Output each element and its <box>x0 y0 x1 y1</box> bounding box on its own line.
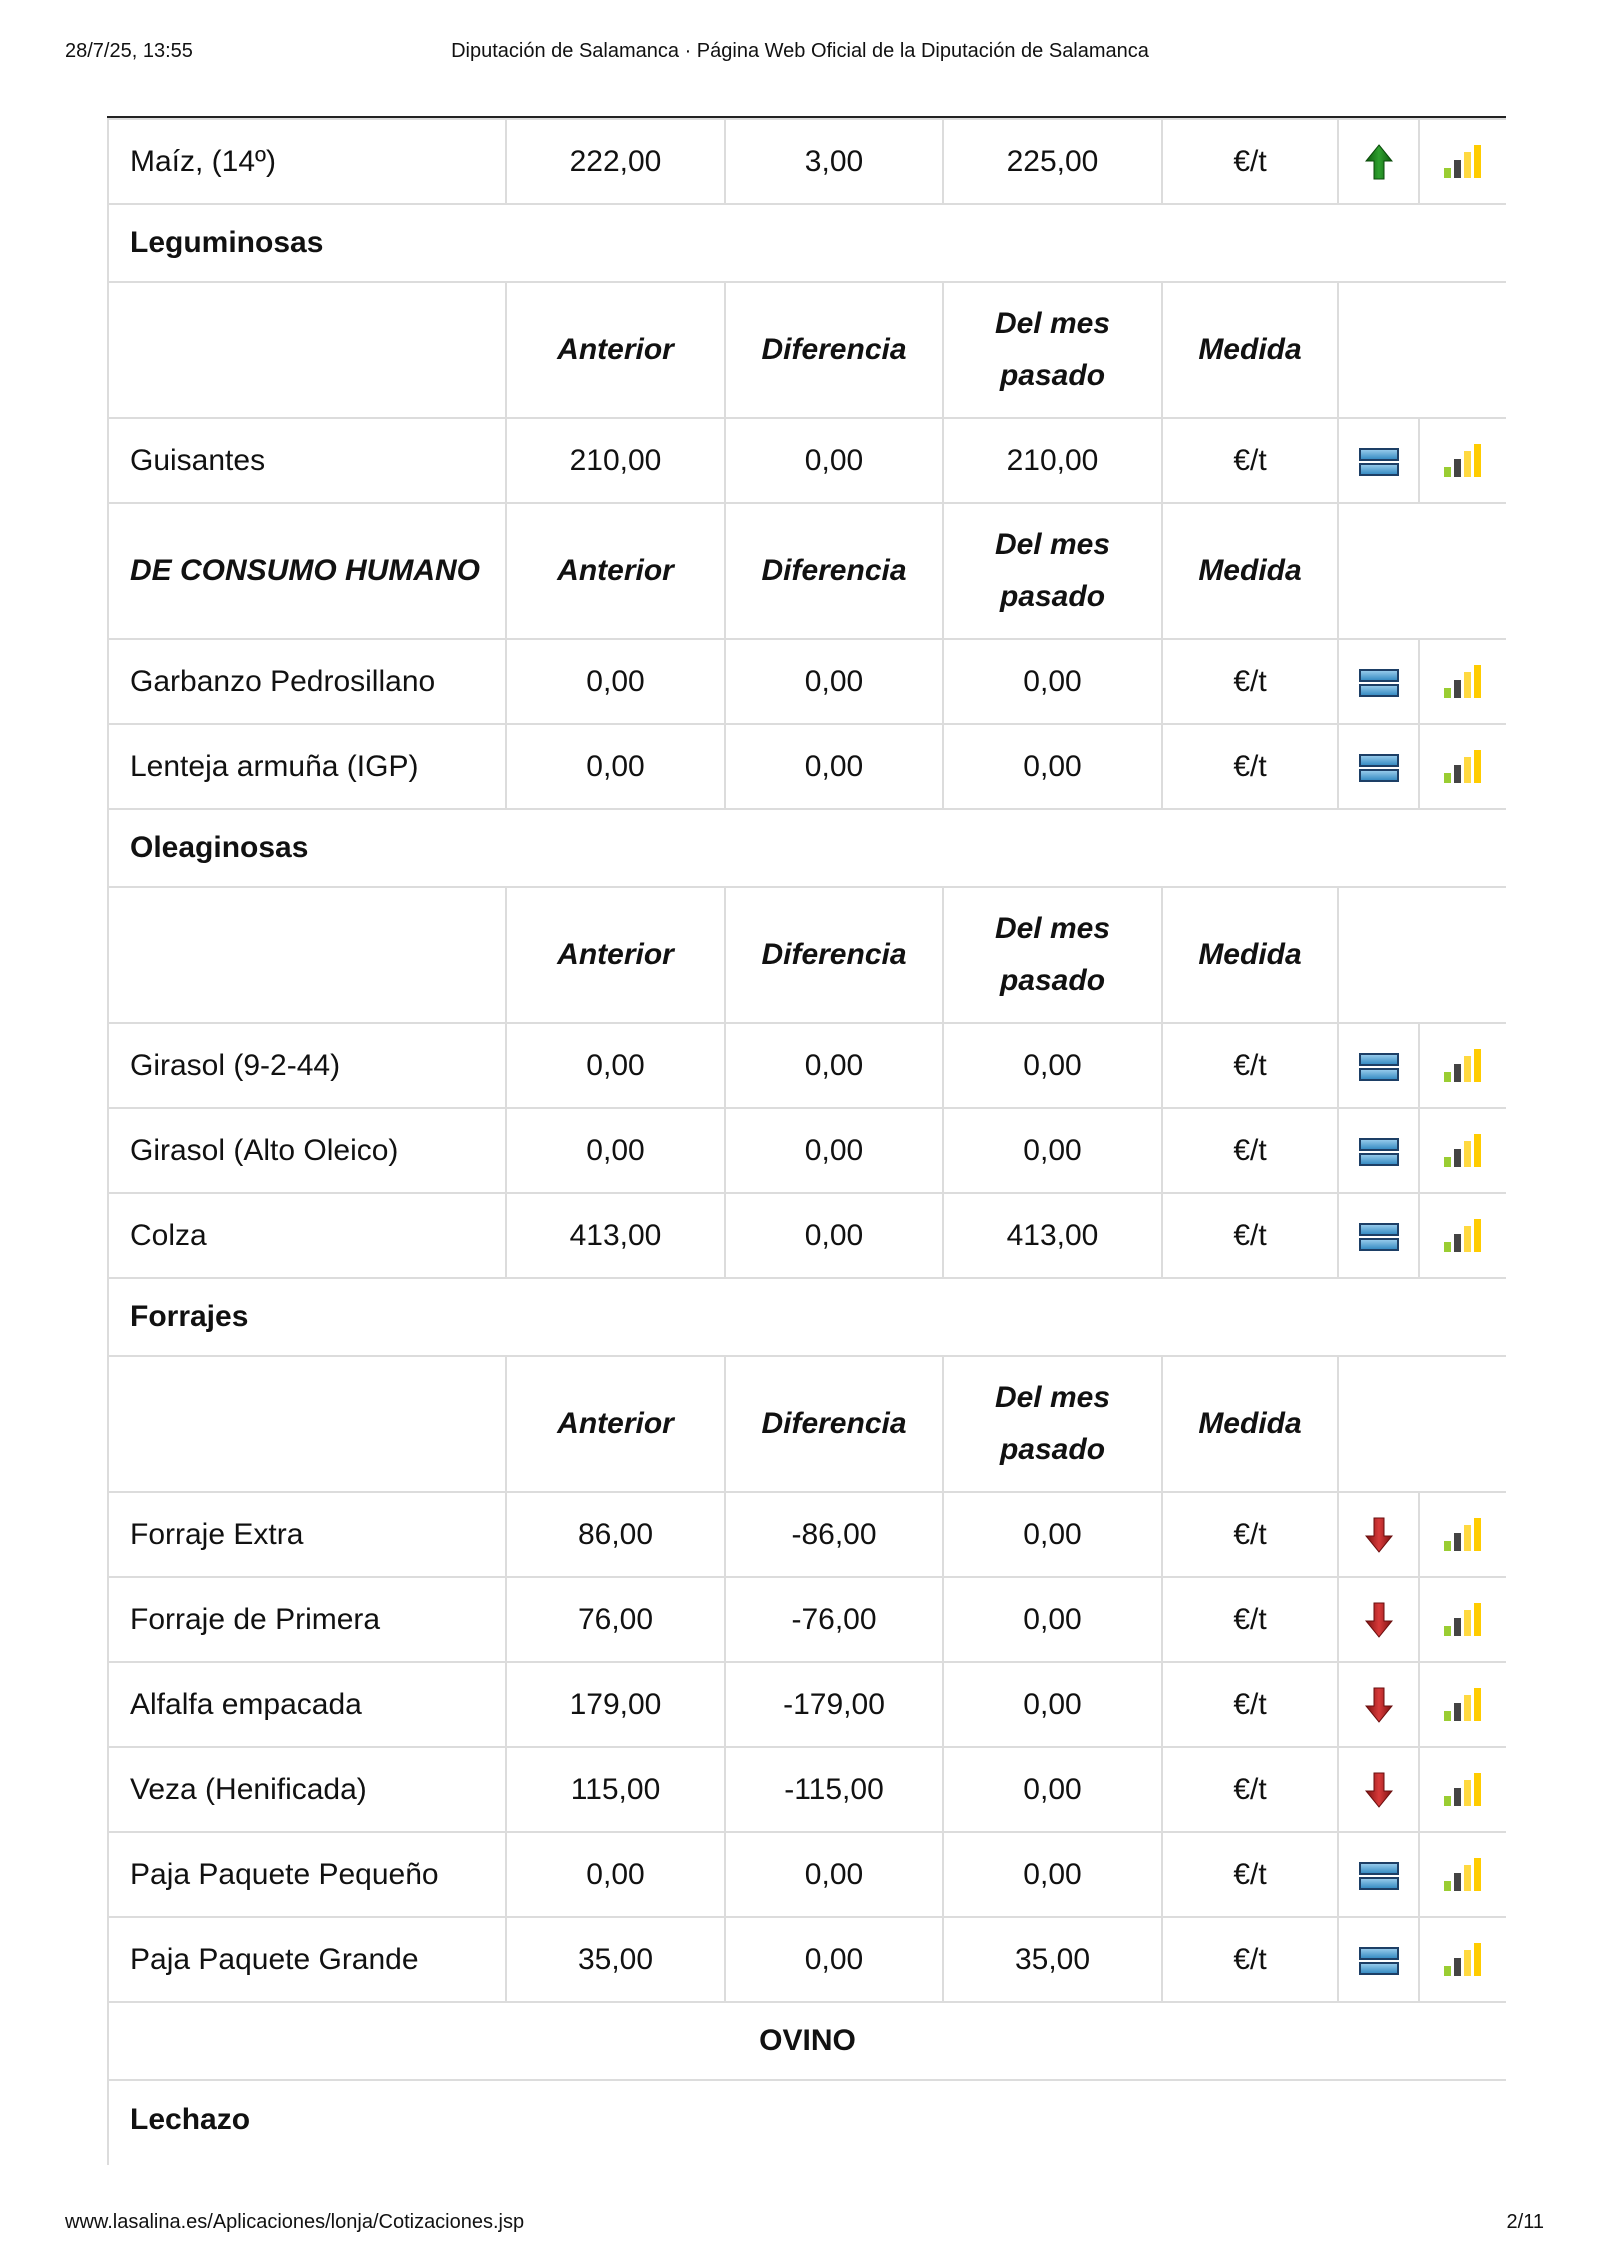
trend-cell <box>1338 119 1419 204</box>
chart-cell[interactable] <box>1419 724 1506 809</box>
table-row <box>108 418 1506 503</box>
mes-pasado-value: 0,00 <box>943 724 1162 809</box>
diferencia-value: -76,00 <box>725 1577 943 1662</box>
chart-cell[interactable] <box>1419 418 1506 503</box>
trend-cell <box>1338 1832 1419 1917</box>
col-mes-pasado: Del mes pasado <box>943 282 1162 418</box>
quotes-table-container <box>107 118 1506 2168</box>
empty-header-cell <box>1338 282 1506 418</box>
medida-value: €/t <box>1162 1492 1338 1577</box>
anterior-value: 35,00 <box>506 1917 725 2002</box>
col-anterior: Anterior <box>506 1356 725 1492</box>
section-row <box>108 204 1506 282</box>
anterior-value: 76,00 <box>506 1577 725 1662</box>
bar-chart-icon[interactable] <box>1442 442 1484 475</box>
chart-cell[interactable] <box>1419 119 1506 204</box>
section-title: Forrajes <box>108 1278 1506 1356</box>
chart-cell[interactable] <box>1419 639 1506 724</box>
medida-value: €/t <box>1162 418 1338 503</box>
medida-value: €/t <box>1162 1662 1338 1747</box>
table-row <box>108 1832 1506 1917</box>
equal-icon <box>1359 1943 1399 1976</box>
product-name: Paja Paquete Grande <box>108 1917 506 2002</box>
chart-cell[interactable] <box>1419 1662 1506 1747</box>
bar-chart-icon[interactable] <box>1442 1601 1484 1634</box>
anterior-value: 413,00 <box>506 1193 725 1278</box>
trend-cell <box>1338 724 1419 809</box>
bar-chart-icon[interactable] <box>1442 1132 1484 1165</box>
anterior-value: 0,00 <box>506 724 725 809</box>
section-title: Leguminosas <box>108 204 1506 282</box>
product-name: Colza <box>108 1193 506 1278</box>
diferencia-value: 0,00 <box>725 418 943 503</box>
table-row <box>108 724 1506 809</box>
medida-value: €/t <box>1162 1108 1338 1193</box>
product-name: Lenteja armuña (IGP) <box>108 724 506 809</box>
medida-value: €/t <box>1162 119 1338 204</box>
trend-cell <box>1338 1577 1419 1662</box>
col-diferencia: Diferencia <box>725 503 943 639</box>
medida-value: €/t <box>1162 1832 1338 1917</box>
arrow-down-icon <box>1365 1516 1393 1549</box>
table-row <box>108 1662 1506 1747</box>
arrow-down-icon <box>1365 1601 1393 1634</box>
table-row <box>108 1577 1506 1662</box>
arrow-down-icon <box>1365 1771 1393 1804</box>
col-mes-pasado: Del mes pasado <box>943 503 1162 639</box>
bar-chart-icon[interactable] <box>1442 1686 1484 1719</box>
empty-header-cell <box>1338 1356 1506 1492</box>
diferencia-value: 0,00 <box>725 639 943 724</box>
col-medida: Medida <box>1162 1356 1338 1492</box>
diferencia-value: -86,00 <box>725 1492 943 1577</box>
equal-icon <box>1359 1134 1399 1167</box>
mes-pasado-value: 225,00 <box>943 119 1162 204</box>
mes-pasado-value: 0,00 <box>943 1662 1162 1747</box>
chart-cell[interactable] <box>1419 1917 1506 2002</box>
chart-cell[interactable] <box>1419 1492 1506 1577</box>
bar-chart-icon[interactable] <box>1442 1771 1484 1804</box>
diferencia-value: 0,00 <box>725 1023 943 1108</box>
chart-cell[interactable] <box>1419 1832 1506 1917</box>
col-medida: Medida <box>1162 282 1338 418</box>
col-anterior: Anterior <box>506 887 725 1023</box>
section-row <box>108 809 1506 887</box>
table-row <box>108 1917 1506 2002</box>
anterior-value: 86,00 <box>506 1492 725 1577</box>
table-row <box>108 1492 1506 1577</box>
diferencia-value: 0,00 <box>725 1108 943 1193</box>
col-diferencia: Diferencia <box>725 887 943 1023</box>
chart-cell[interactable] <box>1419 1108 1506 1193</box>
page-number: 2/11 <box>1506 2211 1544 2233</box>
chart-cell[interactable] <box>1419 1577 1506 1662</box>
col-mes-pasado: Del mes pasado <box>943 887 1162 1023</box>
anterior-value: 210,00 <box>506 418 725 503</box>
col-anterior: Anterior <box>506 282 725 418</box>
product-name: Forraje de Primera <box>108 1577 506 1662</box>
product-name: Girasol (Alto Oleico) <box>108 1108 506 1193</box>
column-header-row <box>108 282 1506 418</box>
category-title: OVINO <box>108 2002 1506 2080</box>
chart-cell[interactable] <box>1419 1747 1506 1832</box>
subsection-title: DE CONSUMO HUMANO <box>108 503 506 639</box>
empty-header-cell <box>1338 503 1506 639</box>
mes-pasado-value: 0,00 <box>943 1108 1162 1193</box>
quotes-table <box>107 118 1506 2165</box>
equal-icon <box>1359 444 1399 477</box>
equal-icon <box>1359 1219 1399 1252</box>
mes-pasado-value: 35,00 <box>943 1917 1162 2002</box>
trend-cell <box>1338 1747 1419 1832</box>
mes-pasado-value: 0,00 <box>943 1747 1162 1832</box>
equal-icon <box>1359 665 1399 698</box>
trend-cell <box>1338 418 1419 503</box>
section-title: Lechazo <box>108 2080 1506 2165</box>
anterior-value: 0,00 <box>506 1832 725 1917</box>
equal-icon <box>1359 1858 1399 1891</box>
arrow-down-icon <box>1365 1686 1393 1719</box>
col-diferencia: Diferencia <box>725 282 943 418</box>
table-row <box>108 1108 1506 1193</box>
empty-header-cell <box>1338 887 1506 1023</box>
mes-pasado-value: 0,00 <box>943 1023 1162 1108</box>
diferencia-value: 0,00 <box>725 1193 943 1278</box>
bar-chart-icon[interactable] <box>1442 1941 1484 1974</box>
medida-value: €/t <box>1162 1023 1338 1108</box>
equal-icon <box>1359 750 1399 783</box>
product-name: Girasol (9-2-44) <box>108 1023 506 1108</box>
trend-cell <box>1338 639 1419 724</box>
col-anterior: Anterior <box>506 503 725 639</box>
table-row <box>108 1023 1506 1108</box>
product-name: Alfalfa empacada <box>108 1662 506 1747</box>
bar-chart-icon[interactable] <box>1442 1047 1484 1080</box>
mes-pasado-value: 413,00 <box>943 1193 1162 1278</box>
medida-value: €/t <box>1162 1577 1338 1662</box>
print-datetime: 28/7/25, 13:55 <box>65 40 193 62</box>
bar-chart-icon[interactable] <box>1442 748 1484 781</box>
trend-cell <box>1338 1492 1419 1577</box>
category-row <box>108 2002 1506 2080</box>
anterior-value: 115,00 <box>506 1747 725 1832</box>
empty-header-cell <box>108 282 506 418</box>
anterior-value: 179,00 <box>506 1662 725 1747</box>
product-name: Maíz, (14º) <box>108 119 506 204</box>
product-name: Garbanzo Pedrosillano <box>108 639 506 724</box>
section-title: Oleaginosas <box>108 809 1506 887</box>
empty-header-cell <box>108 1356 506 1492</box>
mes-pasado-value: 0,00 <box>943 639 1162 724</box>
medida-value: €/t <box>1162 639 1338 724</box>
trend-cell <box>1338 1662 1419 1747</box>
anterior-value: 222,00 <box>506 119 725 204</box>
diferencia-value: 0,00 <box>725 1832 943 1917</box>
product-name: Forraje Extra <box>108 1492 506 1577</box>
anterior-value: 0,00 <box>506 1108 725 1193</box>
diferencia-value: 0,00 <box>725 724 943 809</box>
diferencia-value: 3,00 <box>725 119 943 204</box>
bar-chart-icon[interactable] <box>1442 663 1484 696</box>
section-row <box>108 1278 1506 1356</box>
medida-value: €/t <box>1162 1193 1338 1278</box>
medida-value: €/t <box>1162 1747 1338 1832</box>
anterior-value: 0,00 <box>506 1023 725 1108</box>
diferencia-value: -115,00 <box>725 1747 943 1832</box>
anterior-value: 0,00 <box>506 639 725 724</box>
empty-header-cell <box>108 887 506 1023</box>
trend-cell <box>1338 1023 1419 1108</box>
mes-pasado-value: 0,00 <box>943 1577 1162 1662</box>
bar-chart-icon[interactable] <box>1442 1217 1484 1250</box>
table-row <box>108 1193 1506 1278</box>
column-header-row <box>108 503 1506 639</box>
col-medida: Medida <box>1162 887 1338 1023</box>
section-row <box>108 2080 1506 2165</box>
product-name: Guisantes <box>108 418 506 503</box>
bar-chart-icon[interactable] <box>1442 143 1484 176</box>
bar-chart-icon[interactable] <box>1442 1856 1484 1889</box>
col-medida: Medida <box>1162 503 1338 639</box>
column-header-row <box>108 887 1506 1023</box>
medida-value: €/t <box>1162 724 1338 809</box>
footer-url: www.lasalina.es/Aplicaciones/lonja/Cotizaciones.jsp <box>65 2211 525 2233</box>
diferencia-value: 0,00 <box>725 1917 943 2002</box>
product-name: Paja Paquete Pequeño <box>108 1832 506 1917</box>
column-header-row <box>108 1356 1506 1492</box>
diferencia-value: -179,00 <box>725 1662 943 1747</box>
chart-cell[interactable] <box>1419 1023 1506 1108</box>
table-row <box>108 119 1506 204</box>
mes-pasado-value: 0,00 <box>943 1492 1162 1577</box>
product-name: Veza (Henificada) <box>108 1747 506 1832</box>
trend-cell <box>1338 1193 1419 1278</box>
col-mes-pasado: Del mes pasado <box>943 1356 1162 1492</box>
table-row <box>108 639 1506 724</box>
page-title: Diputación de Salamanca · Página Web Oficial de la Diputación de Salamanca <box>451 40 1149 62</box>
bar-chart-icon[interactable] <box>1442 1516 1484 1549</box>
trend-cell <box>1338 1917 1419 2002</box>
equal-icon <box>1359 1049 1399 1082</box>
mes-pasado-value: 0,00 <box>943 1832 1162 1917</box>
trend-cell <box>1338 1108 1419 1193</box>
medida-value: €/t <box>1162 1917 1338 2002</box>
col-diferencia: Diferencia <box>725 1356 943 1492</box>
mes-pasado-value: 210,00 <box>943 418 1162 503</box>
arrow-up-icon <box>1365 143 1393 176</box>
chart-cell[interactable] <box>1419 1193 1506 1278</box>
table-row <box>108 1747 1506 1832</box>
